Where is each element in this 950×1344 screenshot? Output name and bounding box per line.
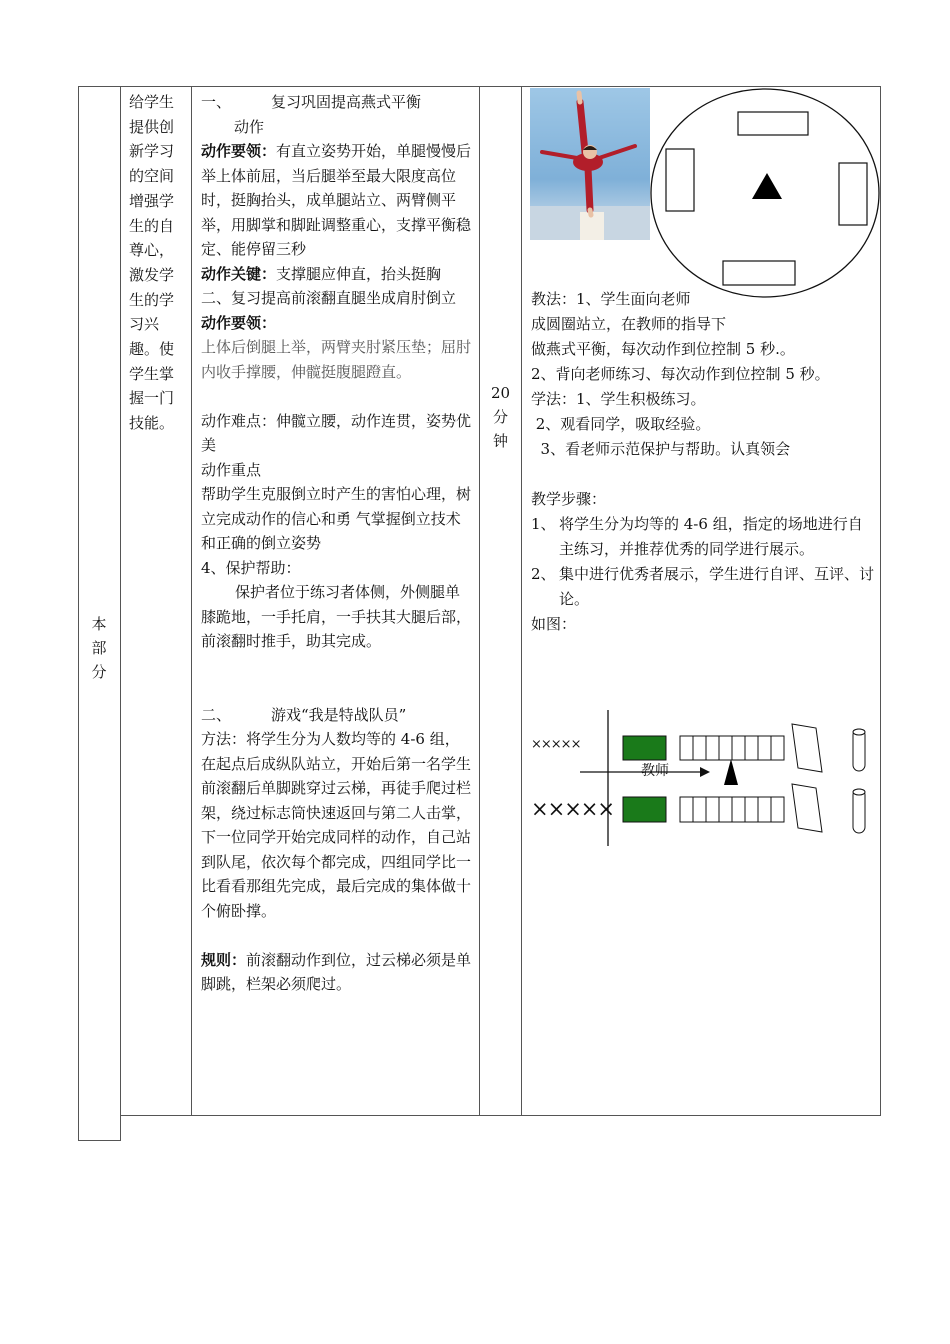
game-title-text: 游戏“我是特战队员” (271, 705, 407, 724)
item1-title-cont (201, 115, 473, 140)
item2-essentials-text: 上体后倒腿上举，两臂夹肘紧压垫；屈肘内收手撑腰，伸髋挺腹腿蹬直。 (201, 338, 472, 381)
teach-line: 2、背向老师练习、每次动作到位控制 5 秒。 (531, 365, 830, 383)
item1-title (201, 90, 473, 115)
item1-key (201, 262, 473, 287)
difficulty-text: 动作难点：伸髋立腰，动作连贯，姿势优美 (201, 411, 472, 454)
row2-student-marks: ××××× (531, 797, 614, 821)
purpose-line: 的空间 (129, 167, 175, 186)
gymnast-photo-art (530, 88, 650, 240)
ladder-row2 (680, 797, 784, 822)
step-item (531, 512, 877, 562)
item1-essentials (201, 139, 473, 262)
column-divider-1 (120, 86, 121, 1141)
section-label-char: 分 (91, 663, 107, 681)
student-group-bottom (723, 261, 795, 285)
column-divider-2 (191, 86, 192, 1116)
student-group-top (738, 112, 808, 135)
focus-label: 动作重点 (201, 460, 262, 479)
hurdle-row2 (792, 784, 822, 832)
mat-row2 (623, 797, 666, 822)
table-bottom-border (120, 1115, 881, 1116)
content-column (201, 90, 473, 997)
item1-key-text: 支撑腿应伸直，抬头挺胸 (276, 264, 442, 283)
row1-student-marks: ××××× (531, 737, 581, 752)
focus-text: 帮助学生克服倒立时产生的害怕心理，树立完成动作的信心和勇 气掌握倒立技术和正确的倒立姿势 (201, 485, 472, 552)
teach-line: 成圆圈站立，在教师的指导下 (531, 315, 727, 333)
protect-text: 保护者位于练习者体侧，外侧腿单膝跪地，一手托肩，一手扶其大腿后部，前滚翻时推手，助其完成。 (201, 583, 472, 650)
column-divider-3 (479, 86, 480, 1116)
purpose-line: 趣。使 (129, 340, 175, 359)
ladder-row1 (680, 736, 784, 760)
teach-line: 3、看老师示范保护与帮助。认真领会 (531, 440, 791, 458)
item1-title-line1: 复习巩固提高燕式平衡 (271, 93, 422, 111)
purpose-line: 握一门 (129, 389, 175, 408)
item1-num: 一、 (201, 93, 232, 111)
game-title (201, 703, 473, 728)
rules-label: 规则： (201, 950, 247, 969)
hurdle-row1 (792, 724, 822, 772)
cone-row2 (853, 789, 865, 833)
direction-arrowhead (700, 767, 710, 777)
student-group-left (666, 149, 694, 211)
time-value: 20 (490, 384, 511, 402)
teacher-triangle-icon (752, 173, 782, 199)
purpose-line: 生的学 (129, 290, 175, 309)
purpose-line: 给学生 (129, 93, 175, 111)
teach-line: 教法：1、学生面向老师 (531, 290, 691, 308)
purpose-line: 生的自 (129, 216, 175, 235)
rules-text: 前滚翻动作到位，过云梯必须是单脚跳，栏架必须爬过。 (201, 950, 472, 993)
as-shown-label: 如图： (531, 615, 577, 633)
teacher-label: 教师 (641, 763, 669, 779)
teach-line: 学法：1、学生积极练习。 (531, 390, 706, 408)
teach-line: 2、观看同学，吸取经验。 (531, 415, 711, 433)
item2-title: 二、复习提高前滚翻直腿坐成肩肘倒立 (201, 289, 457, 307)
relay-game-diagram (576, 706, 876, 850)
purpose-line: 新学习 (129, 142, 175, 161)
item1-essentials-label: 动作要领： (201, 142, 277, 160)
time-unit-char: 分 (492, 408, 508, 426)
purpose-line: 激发学 (129, 265, 175, 284)
game-method: 方法：将学生分为人数均等的 4-6 组，在起点后成纵队站立，开始后第一名学生前滚翻后单脚跳穿过云梯，再徒手爬过栏架，绕过标志筒快速返回与第二人击掌，下一位同学开始完成同样的动作，自己站到队尾，依次每个都完成，四组同学比一比看看那组先完成，最后完成的集体做十个俯卧撑。 (201, 730, 472, 920)
time-unit-char: 钟 (492, 432, 508, 450)
column-divider-4 (521, 86, 522, 1116)
purpose-line: 尊心， (129, 241, 175, 260)
step-text: 将学生分为均等的 4-6 组，指定的场地进行自主练习，并推荐优秀的同学进行展示。 (559, 515, 863, 558)
teacher-triangle-icon (724, 759, 738, 785)
teach-line: 做燕式平衡，每次动作到位控制 5 秒.。 (531, 340, 795, 358)
step-text: 集中进行优秀者展示，学生进行自评、互评、讨论。 (559, 565, 875, 608)
cone-row1 (853, 729, 865, 771)
time-column (480, 381, 521, 453)
circle-formation-diagram (648, 86, 882, 300)
student-group-right (839, 163, 867, 225)
purpose-line: 学生掌 (129, 364, 175, 383)
game-rules (201, 948, 473, 997)
item1-title-line2: 动作 (234, 117, 265, 136)
organization-column (531, 287, 877, 637)
game-num: 二、 (201, 705, 232, 724)
section-label-char: 本 (91, 615, 107, 633)
purpose-line: 提供创 (129, 117, 175, 136)
purpose-column (129, 90, 189, 436)
purpose-line: 技能。 (129, 414, 175, 433)
section-label (78, 612, 120, 684)
item1-key-label: 动作关键： (201, 264, 277, 283)
step-num: 2、 (531, 565, 556, 583)
purpose-line: 习兴 (129, 315, 160, 334)
step-num: 1、 (531, 515, 556, 533)
protect-label: 4、保护帮助： (201, 558, 301, 577)
gymnast-photo (530, 88, 650, 240)
purpose-line: 增强学 (129, 191, 175, 210)
steps-title: 教学步骤： (531, 490, 607, 508)
mat-row1 (623, 736, 666, 760)
item2-essentials-label: 动作要领： (201, 313, 277, 332)
section-label-char: 部 (91, 639, 107, 657)
item1-essentials-text: 有直立姿势开始，单腿慢慢后举上体前屈，当后腿举至最大限度高位时，挺胸抬头，成单腿站立、两臂侧平举，用脚掌和脚趾调整重心，支撑平衡稳 定、能停留三秒 (201, 142, 472, 258)
step-item (531, 562, 877, 612)
section-bottom-border (78, 1140, 120, 1141)
